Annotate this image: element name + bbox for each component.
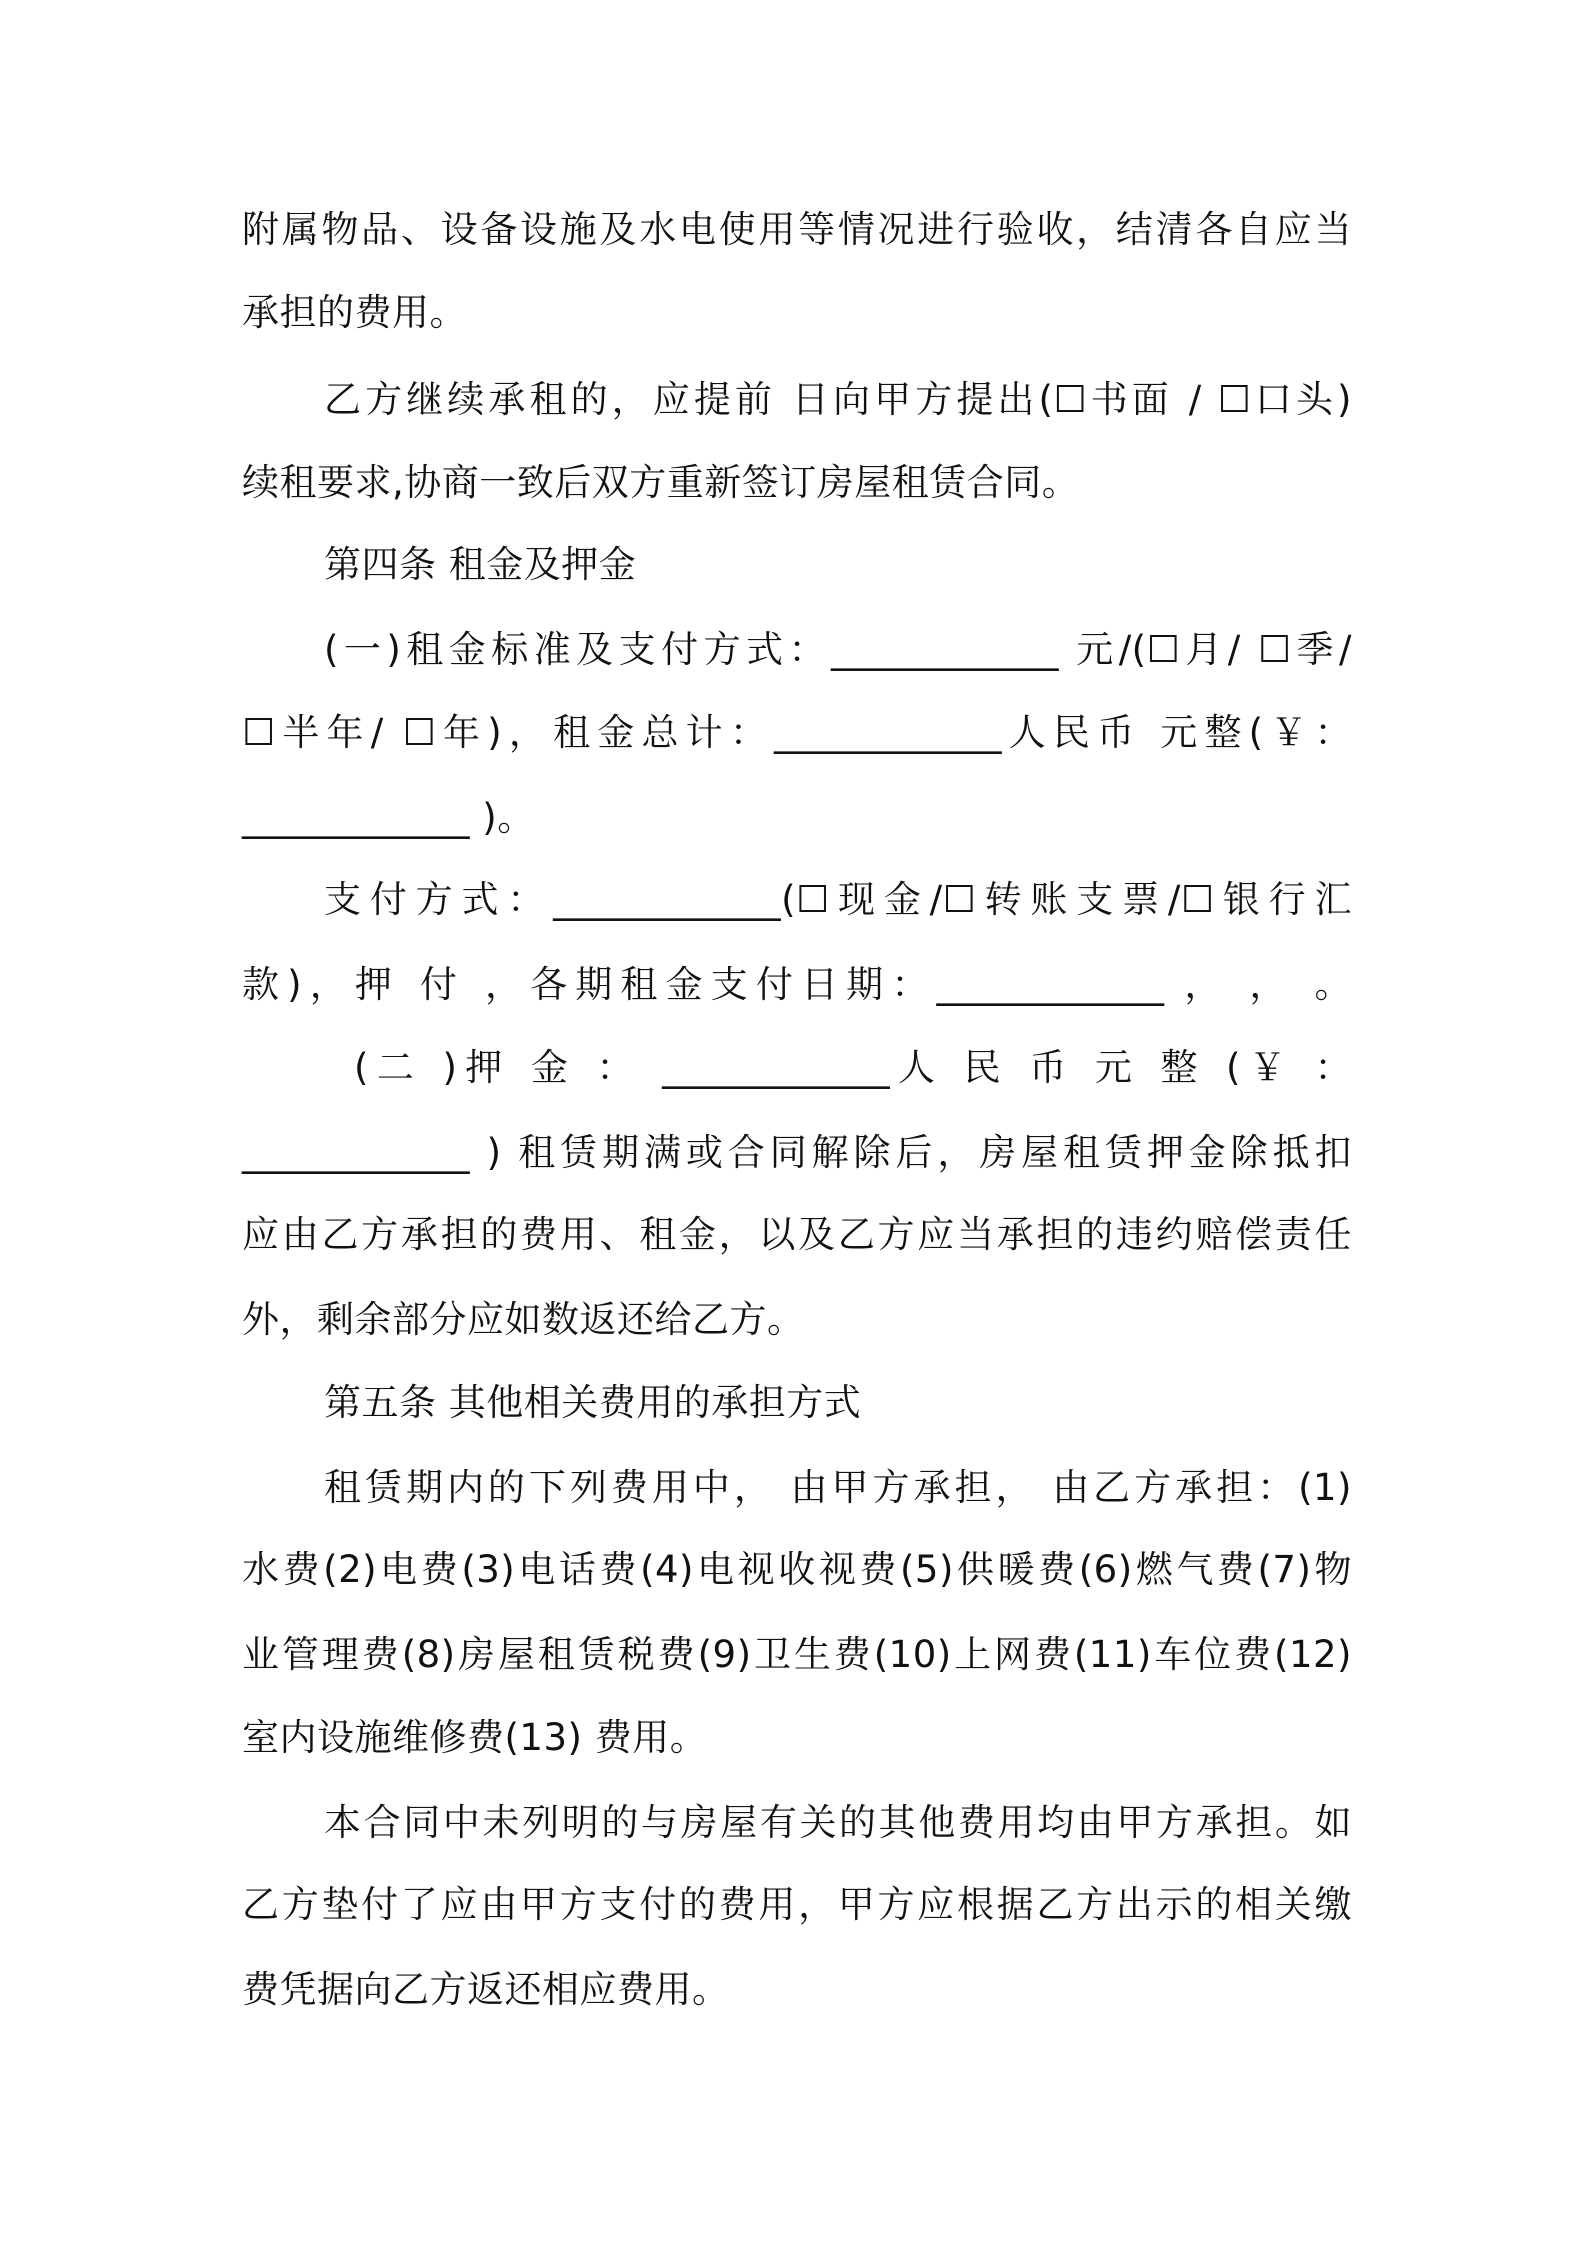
text-line: 承担的费用。 bbox=[242, 291, 467, 334]
text-line: 室内设施维修费(13) 费用。 bbox=[242, 1716, 708, 1759]
text-line: 本合同中未列明的与房屋有关的其他费用均由甲方承担。如 bbox=[324, 1801, 1352, 1844]
section-heading: 第五条 其他相关费用的承担方式 bbox=[324, 1381, 862, 1424]
text-line: 乙方垫付了应由甲方支付的费用，甲方应根据乙方出示的相关缴 bbox=[242, 1883, 1352, 1926]
text-line: ____________ )。 bbox=[242, 796, 535, 839]
text-line: 续租要求,协商一致后双方重新签订房屋租赁合同。 bbox=[242, 461, 1080, 504]
section-heading: 第四条 租金及押金 bbox=[324, 543, 637, 586]
text-line: 支付方式：____________(☐现金/☐转账支票/☐银行汇 bbox=[324, 878, 1352, 921]
text-line: 费凭据向乙方返还相应费用。 bbox=[242, 1968, 730, 2011]
text-line: ☐半年/ ☐年)，租金总计：____________人民币 元整(￥： bbox=[242, 711, 1352, 754]
text-line: 附属物品、设备设施及水电使用等情况进行验收，结清各自应当 bbox=[242, 208, 1352, 251]
text-line: 乙方继续承租的，应提前 日向甲方提出(☐书面 / ☐口头) bbox=[324, 378, 1352, 421]
text-line: 款)，押 付 ，各期租金支付日期：____________ ， ， 。 bbox=[242, 963, 1352, 1006]
text-line: 水费(2)电费(3)电话费(4)电视收视费(5)供暖费(6)燃气费(7)物 bbox=[242, 1548, 1352, 1591]
text-line: ____________ ) 租赁期满或合同解除后，房屋租赁押金除抵扣 bbox=[242, 1131, 1352, 1174]
text-line: 租赁期内的下列费用中， 由甲方承担， 由乙方承担：(1) bbox=[324, 1466, 1352, 1509]
text-line: 应由乙方承担的费用、租金，以及乙方应当承担的违约赔偿责任 bbox=[242, 1213, 1352, 1256]
text-line: 外，剩余部分应如数返还给乙方。 bbox=[242, 1298, 805, 1341]
text-line: (二 )押 金 ： ____________人 民 币 元 整 (￥ ： bbox=[354, 1046, 1352, 1089]
text-line: 业管理费(8)房屋租赁税费(9)卫生费(10)上网费(11)车位费(12) bbox=[242, 1633, 1352, 1676]
text-line: (一)租金标准及支付方式：____________ 元/(☐月/ ☐季/ bbox=[324, 628, 1352, 671]
